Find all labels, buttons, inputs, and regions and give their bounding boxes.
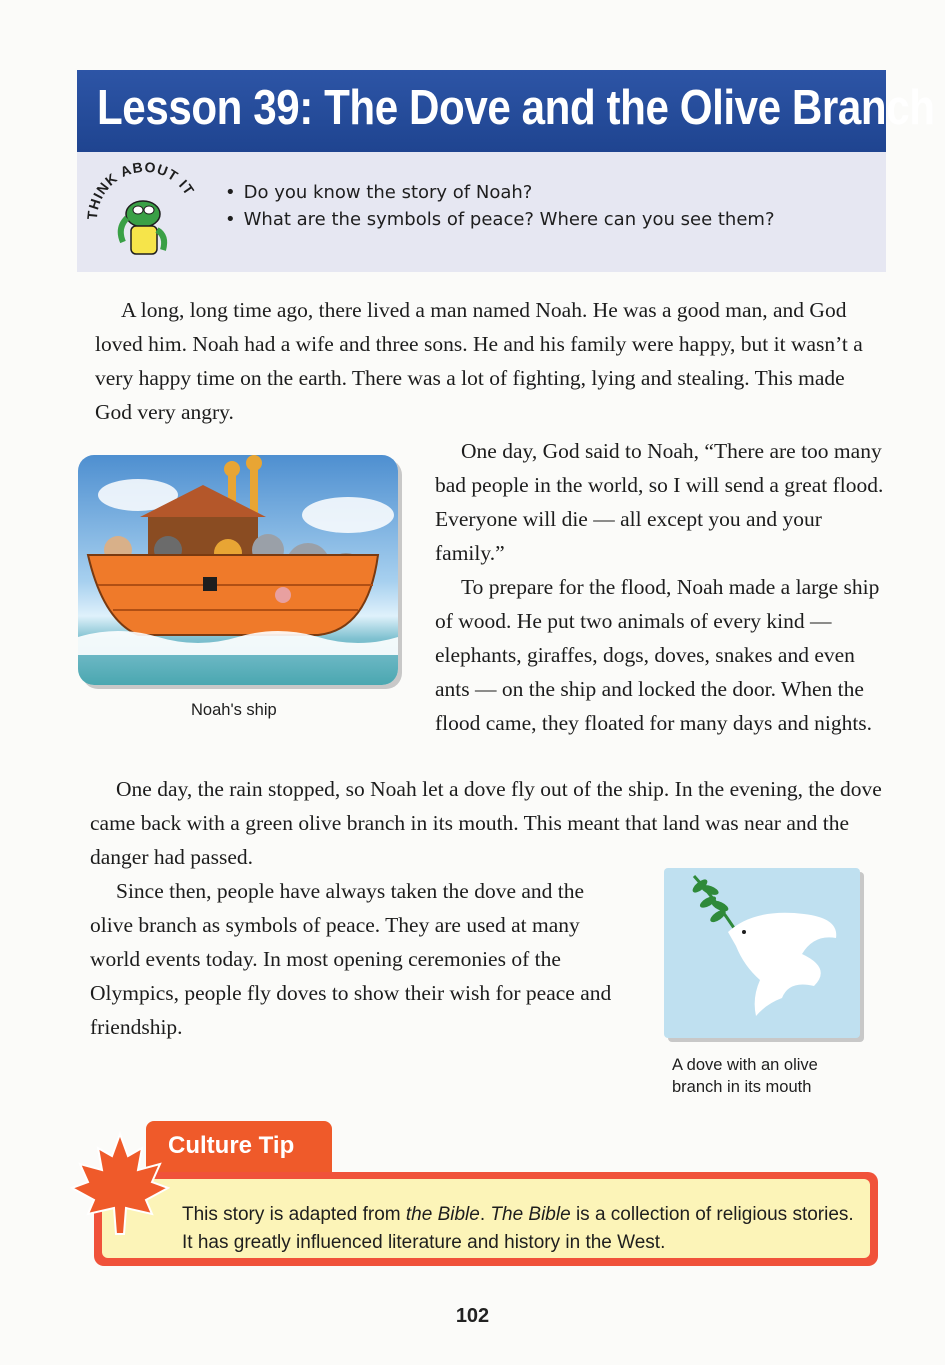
story-paragraph-3: To prepare for the flood, Noah made a large ship of wood. He put two animals of every kind — elephants, giraffes, dogs, doves, snakes and even ants — on the ship and locked the door. When the flood came, they floated for many days and nights.: [435, 575, 880, 735]
culture-tip-text-part: is a collection of religious stories. It has greatly influenced literature and history in the West.: [182, 1204, 854, 1253]
culture-tip-box: [94, 1172, 878, 1266]
lesson-title: Lesson 39: The Dove and the Olive Branch: [97, 81, 935, 135]
dove-caption: A dove with an olive branch in its mouth: [672, 1056, 818, 1096]
question-item: • What are the symbols of peace? Where can you see them?: [225, 209, 775, 230]
think-about-it-label: THINK ABOUT IT: [83, 158, 198, 221]
culture-tip-text-italic: the Bible: [405, 1204, 480, 1225]
story-paragraph-4: One day, the rain stopped, so Noah let a dove fly out of the ship. In the evening, the dove came back with a green olive branch in its mouth. This meant that land was near and the danger had passed.: [90, 777, 882, 869]
question-item: • Do you know the story of Noah?: [225, 182, 775, 203]
think-about-it-box: [77, 152, 886, 272]
culture-tip-text: [182, 1201, 862, 1257]
lesson-title-bar: [77, 70, 935, 154]
culture-tip-tab: [146, 1121, 332, 1173]
story-paragraph-5: Since then, people have always taken the dove and the olive branch as symbols of peace. They are used at many world events today. In most opening ceremonies of the Olympics, people fly doves to show their wish for peace and friendship.: [90, 879, 612, 1039]
culture-tip-label: Culture Tip: [168, 1132, 295, 1159]
culture-tip-text-part: .: [479, 1204, 491, 1225]
ark-caption: Noah's ship: [191, 701, 277, 719]
story-paragraph-2: One day, God said to Noah, “There are too many bad people in the world, so I will send a great flood. Everyone will die — all except you and your family.”: [435, 439, 884, 565]
culture-tip-text-italic: The Bible: [490, 1204, 571, 1225]
page-number: 102: [455, 1305, 490, 1327]
maple-leaf-icon: [70, 1130, 170, 1240]
ark-illustration: [78, 455, 398, 685]
culture-tip-content: [102, 1179, 870, 1258]
think-about-it-questions: [225, 182, 775, 236]
dove-image: [664, 868, 860, 1038]
culture-tip-text-part: This story is adapted from: [182, 1204, 406, 1225]
noahs-ship-image: [78, 455, 398, 685]
think-about-it-turtle-icon: [83, 158, 203, 268]
dove-with-olive-branch-illustration: [664, 868, 860, 1038]
story-paragraph-1: A long, long time ago, there lived a man named Noah. He was a good man, and God loved him. Noah had a wife and three sons. He and his family were happy, but it wasn’t a very happy time on the earth. There was a lot of fighting, lying and stealing. This made God very angry.: [95, 298, 863, 424]
